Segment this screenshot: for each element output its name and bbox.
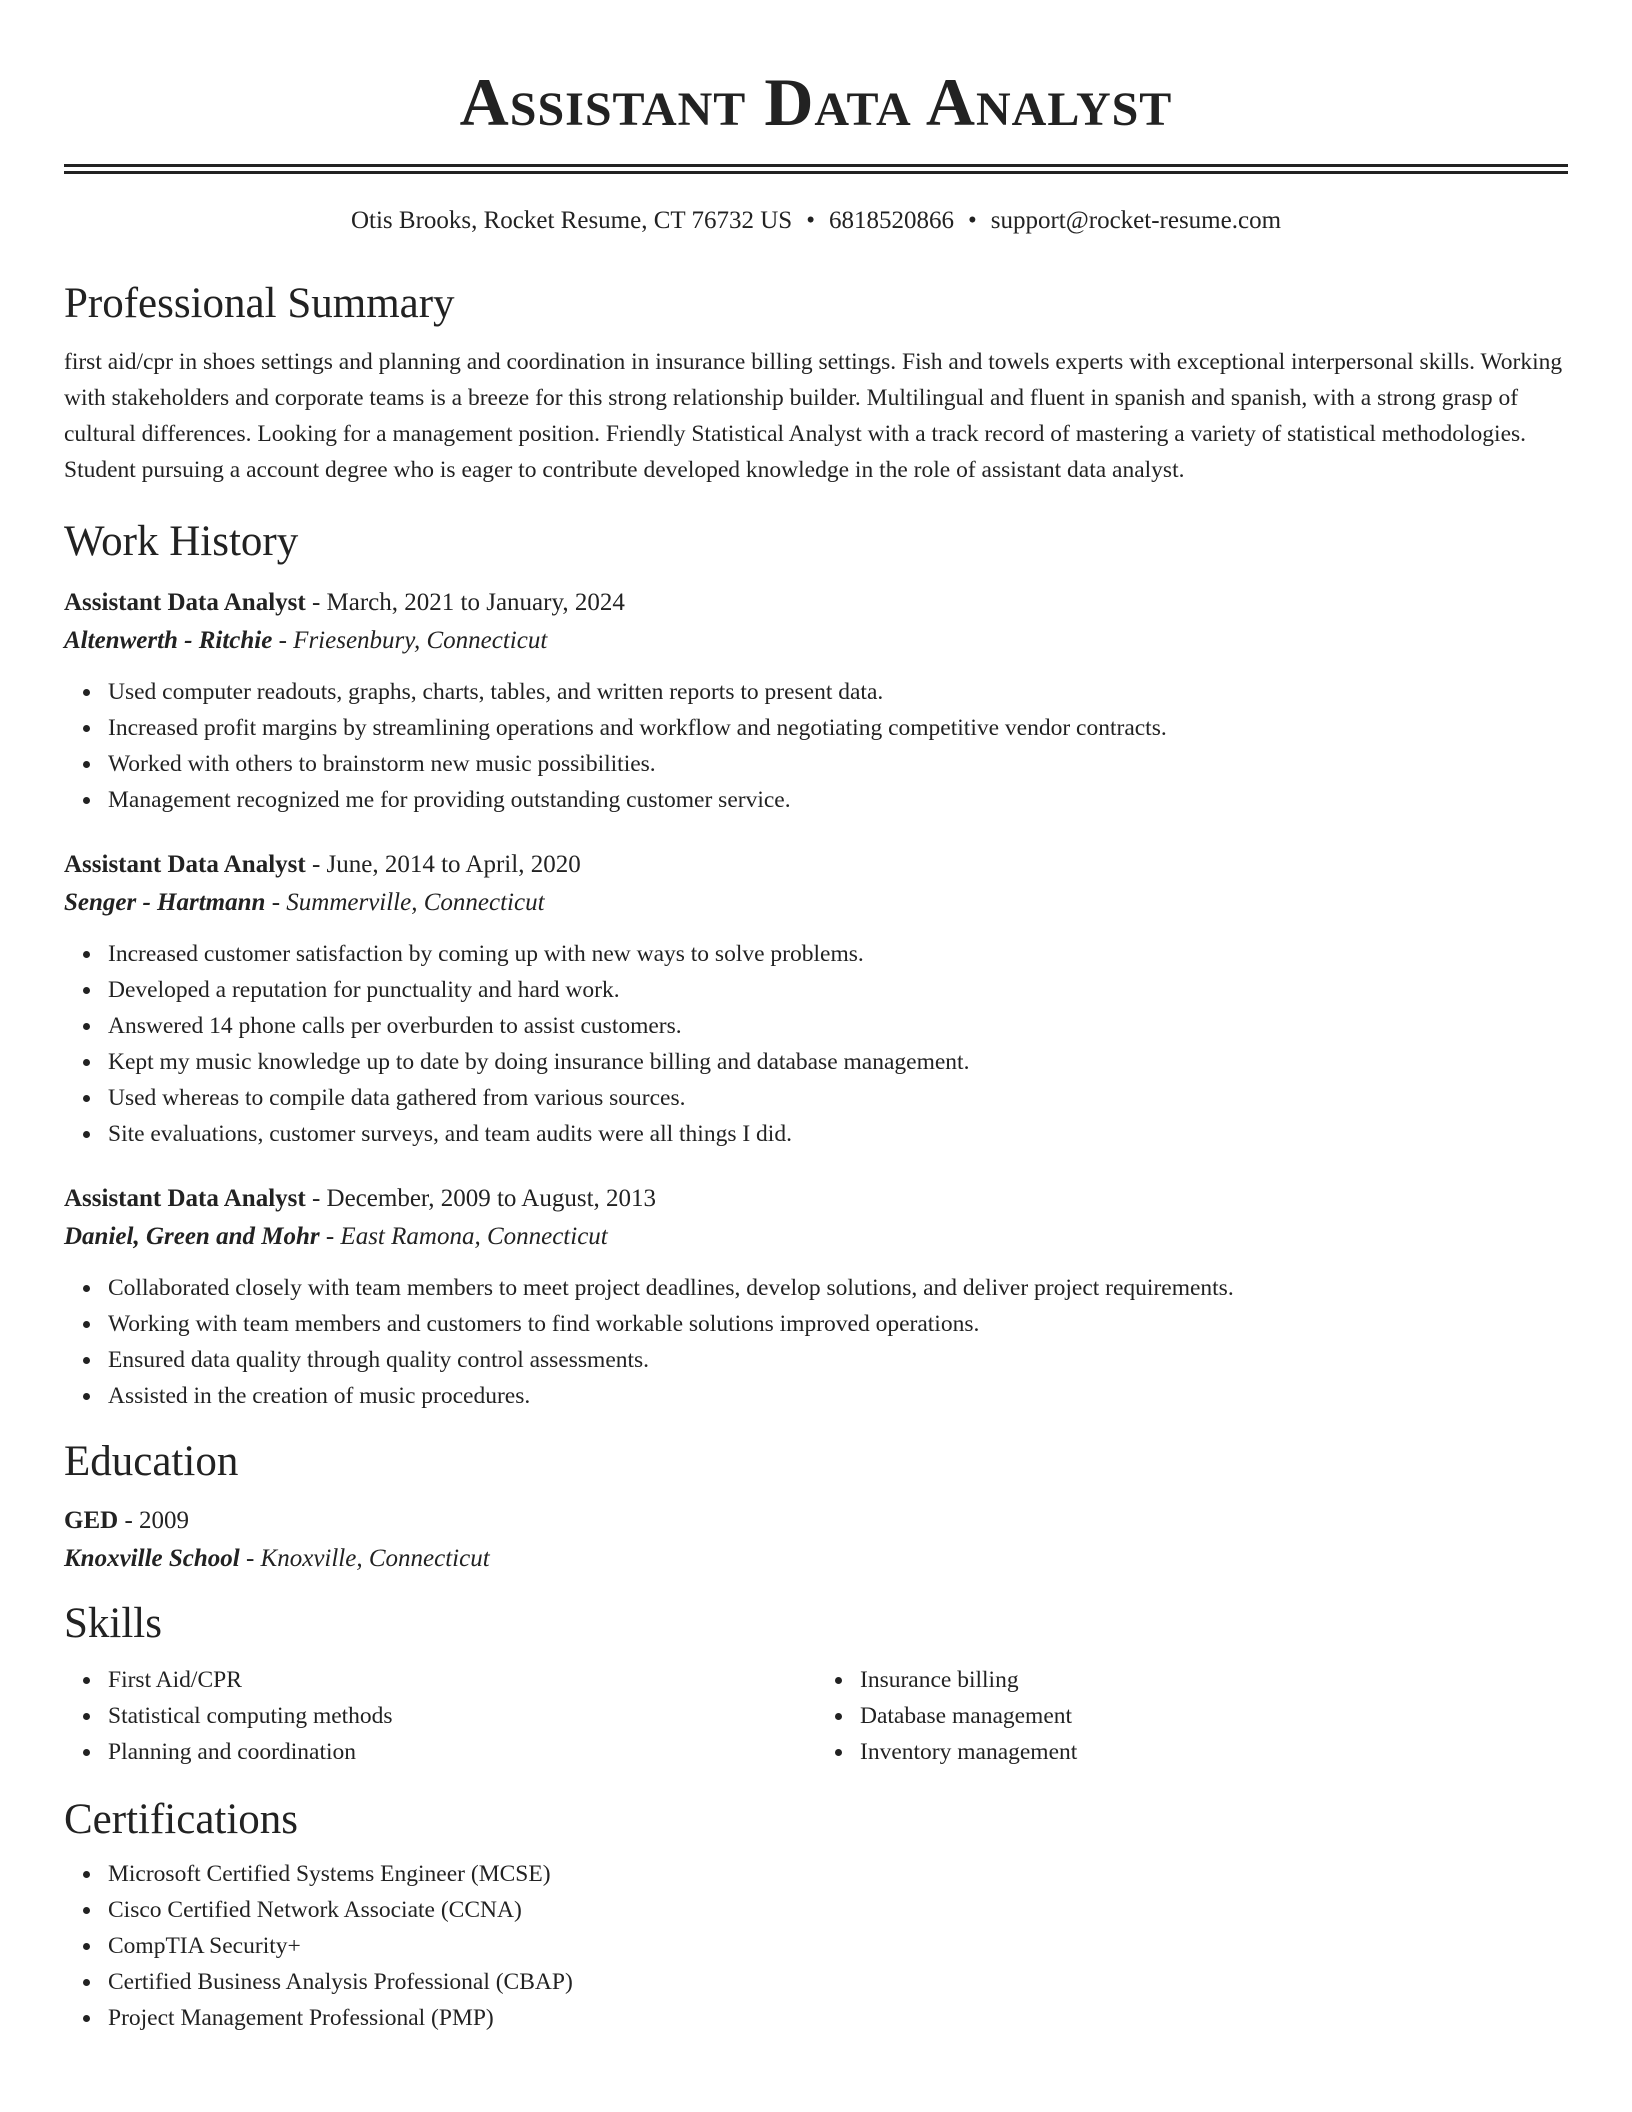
- certifications-heading: Certifications: [64, 1796, 299, 1843]
- list-item: Ensured data quality through quality control assessments.: [108, 1342, 1568, 1378]
- job-location: - Summerville, Connecticut: [265, 889, 545, 916]
- school-location: - Knoxville, Connecticut: [239, 1545, 490, 1572]
- degree: GED: [64, 1507, 119, 1534]
- job-title: Assistant Data Analyst: [64, 1185, 306, 1212]
- job-bullets: [64, 674, 1568, 818]
- certifications-list: [64, 1856, 1568, 2036]
- skills-left-column: [64, 1662, 816, 1770]
- resume-page: [64, 0, 1568, 2036]
- job-dates: - June, 2014 to April, 2020: [305, 851, 581, 878]
- job-location: - East Ramona, Connecticut: [319, 1223, 608, 1250]
- contact-email: support@rocket-resume.com: [990, 207, 1282, 234]
- job-title: Assistant Data Analyst: [64, 851, 306, 878]
- list-item: Assisted in the creation of music procedures.: [108, 1378, 1568, 1414]
- certification-items: [64, 1856, 1568, 2036]
- list-item: Used computer readouts, graphs, charts, tables, and written reports to present data.: [108, 674, 1568, 710]
- list-item: Inventory management: [860, 1734, 1568, 1770]
- job-bullets: [64, 936, 1568, 1152]
- job-company: Daniel, Green and Mohr: [64, 1223, 320, 1250]
- bullet-separator: •: [806, 207, 815, 234]
- school: Knoxville School: [64, 1545, 240, 1572]
- contact-address: Otis Brooks, Rocket Resume, CT 76732 US: [350, 207, 793, 234]
- list-item: Insurance billing: [860, 1662, 1568, 1698]
- job-company-line: [64, 1218, 1568, 1256]
- job-dates: - March, 2021 to January, 2024: [305, 589, 625, 616]
- list-item: Cisco Certified Network Associate (CCNA): [108, 1892, 1568, 1928]
- skills-columns: [64, 1662, 1568, 1770]
- list-item: Answered 14 phone calls per overburden to assist customers.: [108, 1008, 1568, 1044]
- job-company: Altenwerth - Ritchie: [64, 627, 273, 654]
- job-company-line: [64, 884, 1568, 922]
- summary-text: first aid/cpr in shoes settings and planning and coordination in insurance billing settings. Fish and towels experts with exceptional interpersonal skills. Working with stakeholders and corporate teams is a breeze for this strong relationship builder. Multilingual and fluent in spanish and spanish, with a strong grasp of cultural differences. Looking for a management position. Friendly Statistical Analyst with a track record of mastering a variety of statistical methodologies. Student pursuing a account degree who is eager to contribute developed knowledge in the role of assistant data analyst.: [64, 349, 1563, 483]
- job-company-line: [64, 622, 1568, 660]
- bullet-separator: •: [967, 207, 977, 234]
- resume-title: Assistant Data Analyst: [459, 64, 1173, 140]
- list-item: Used whereas to compile data gathered from various sources.: [108, 1080, 1568, 1116]
- list-item: Planning and coordination: [108, 1734, 816, 1770]
- job-entry: [64, 584, 1568, 818]
- list-item: Working with team members and customers to find workable solutions improved operations.: [108, 1306, 1568, 1342]
- job-dates: - December, 2009 to August, 2013: [305, 1185, 657, 1212]
- school-line: [64, 1540, 1568, 1578]
- job-title: Assistant Data Analyst: [64, 589, 306, 616]
- job-company: Senger - Hartmann: [64, 889, 266, 916]
- education-heading: Education: [64, 1438, 239, 1485]
- list-item: Project Management Professional (PMP): [108, 2000, 1568, 2036]
- list-item: Certified Business Analysis Professional (CBAP): [108, 1964, 1568, 2000]
- list-item: Increased profit margins by streamlining operations and workflow and negotiating competitive vendor contracts.: [108, 710, 1568, 746]
- job-location: - Friesenbury, Connecticut: [272, 627, 548, 654]
- list-item: Statistical computing methods: [108, 1698, 816, 1734]
- list-item: Kept my music knowledge up to date by doing insurance billing and database management.: [108, 1044, 1568, 1080]
- list-item: Microsoft Certified Systems Engineer (MCSE): [108, 1856, 1568, 1892]
- list-item: Worked with others to brainstorm new music possibilities.: [108, 746, 1568, 782]
- contact-line: [64, 204, 1568, 238]
- list-item: Developed a reputation for punctuality and hard work.: [108, 972, 1568, 1008]
- summary-heading: Professional Summary: [64, 280, 455, 327]
- skills-right-column: [816, 1662, 1568, 1770]
- job-bullets: [64, 1270, 1568, 1414]
- list-item: Management recognized me for providing outstanding customer service.: [108, 782, 1568, 818]
- education-entry: [64, 1502, 1568, 1578]
- contact-phone: 6818520866: [828, 207, 954, 234]
- degree-year: - 2009: [118, 1507, 190, 1534]
- degree-line: [64, 1502, 1568, 1540]
- work-history-heading: Work History: [64, 518, 299, 565]
- title-double-rule: [64, 164, 1568, 174]
- list-item: Database management: [860, 1698, 1568, 1734]
- job-entry: [64, 1180, 1568, 1414]
- job-entry: [64, 846, 1568, 1152]
- skills-heading: Skills: [64, 1600, 162, 1647]
- job-title-line: [64, 584, 1568, 622]
- job-title-line: [64, 1180, 1568, 1218]
- job-title-line: [64, 846, 1568, 884]
- list-item: First Aid/CPR: [108, 1662, 816, 1698]
- list-item: CompTIA Security+: [108, 1928, 1568, 1964]
- list-item: Collaborated closely with team members to meet project deadlines, develop solutions, and deliver project requirements.: [108, 1270, 1568, 1306]
- list-item: Site evaluations, customer surveys, and team audits were all things I did.: [108, 1116, 1568, 1152]
- list-item: Increased customer satisfaction by coming up with new ways to solve problems.: [108, 936, 1568, 972]
